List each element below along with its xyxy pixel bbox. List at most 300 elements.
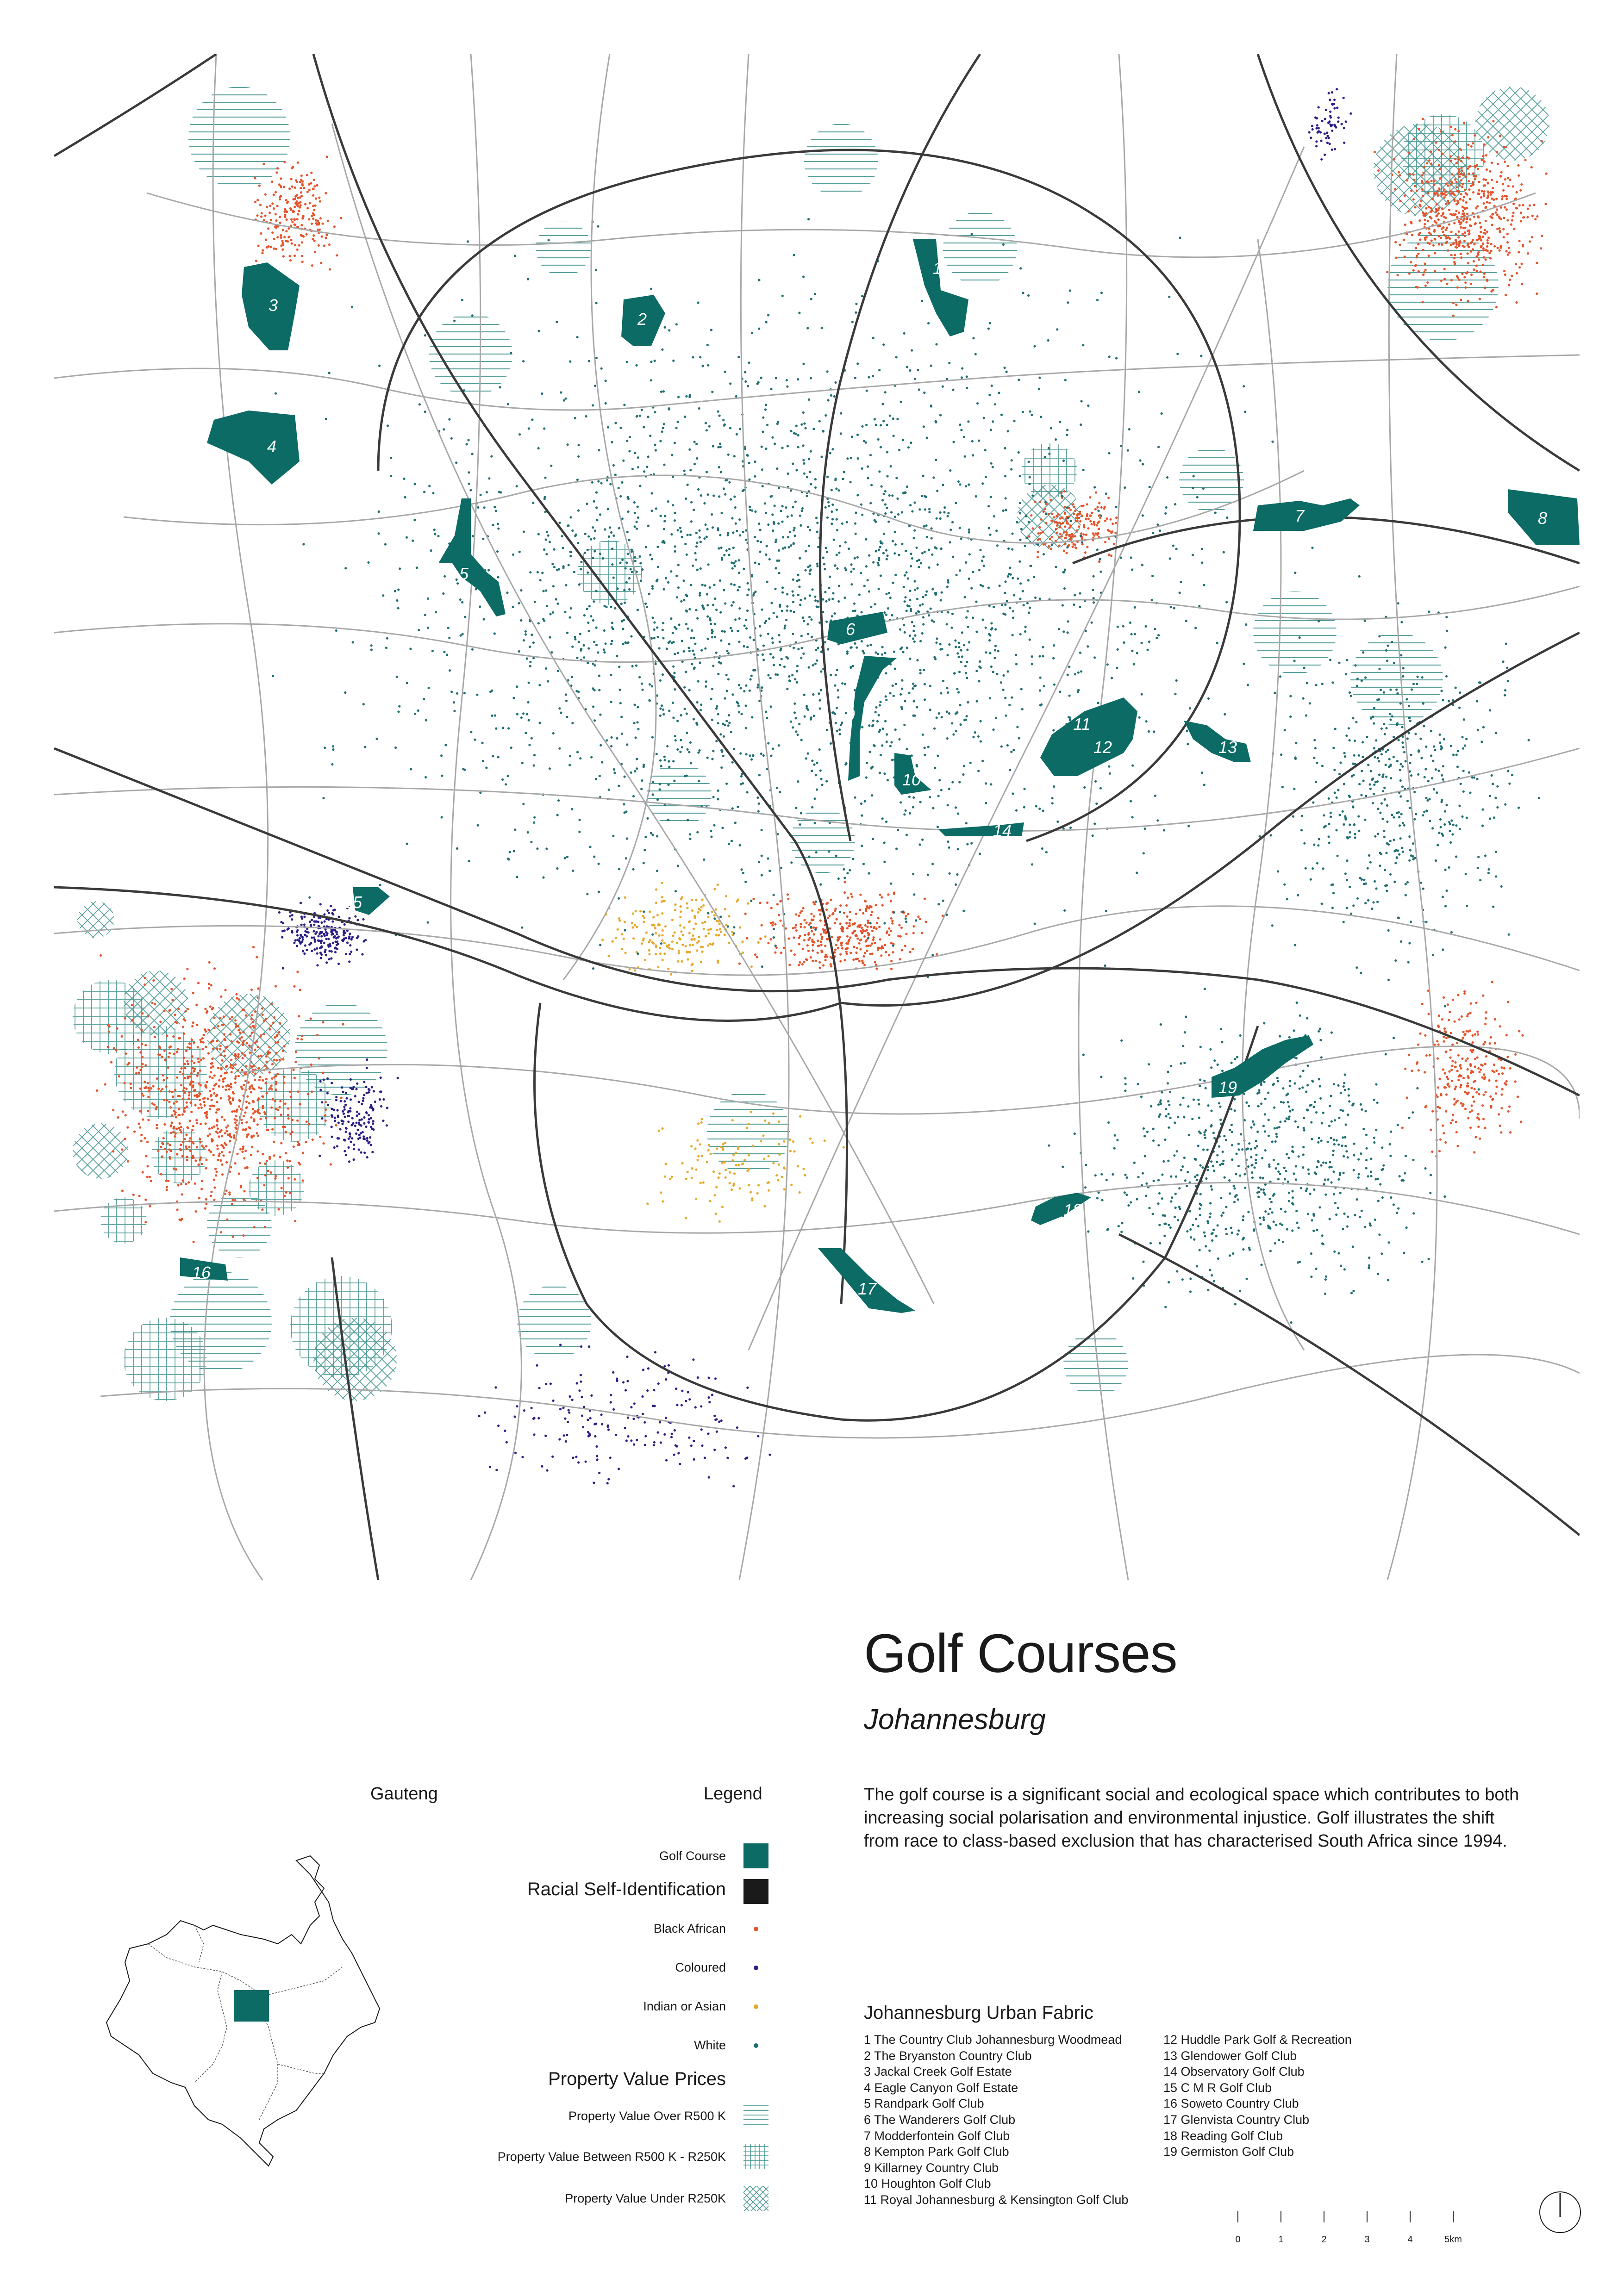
population-dot — [770, 388, 773, 390]
population-dot — [802, 948, 804, 950]
population-dot — [190, 1072, 193, 1074]
population-dot — [616, 1380, 618, 1382]
population-dot — [683, 579, 685, 582]
population-dot — [868, 934, 870, 936]
population-dot — [1096, 548, 1099, 551]
population-dot — [601, 761, 603, 763]
population-dot — [1005, 509, 1007, 511]
population-dot — [138, 1071, 140, 1074]
population-dot — [821, 938, 823, 940]
population-dot — [520, 589, 522, 591]
population-dot — [171, 1091, 174, 1093]
population-dot — [1040, 518, 1043, 521]
population-dot — [674, 1429, 676, 1431]
population-dot — [283, 161, 286, 163]
population-dot — [662, 637, 664, 639]
population-dot — [893, 911, 895, 914]
population-dot — [812, 428, 815, 430]
population-dot — [314, 251, 316, 253]
population-dot — [1053, 516, 1055, 518]
population-dot — [950, 627, 953, 629]
population-dot — [262, 1079, 264, 1082]
population-dot — [1418, 270, 1420, 273]
population-dot — [598, 675, 600, 677]
population-dot — [516, 713, 518, 715]
population-dot — [292, 198, 294, 200]
population-dot — [656, 870, 658, 872]
population-dot — [1500, 247, 1502, 249]
population-dot — [279, 1106, 281, 1108]
population-dot — [678, 950, 680, 952]
population-dot — [591, 481, 593, 484]
population-dot — [264, 1174, 267, 1176]
population-dot — [1470, 185, 1473, 187]
population-dot — [1473, 268, 1475, 271]
population-dot — [698, 940, 700, 942]
population-dot — [1473, 243, 1475, 245]
population-dot — [1080, 423, 1082, 426]
population-dot — [772, 1113, 775, 1115]
population-dot — [655, 902, 657, 904]
population-dot — [1436, 203, 1438, 205]
population-dot — [220, 1159, 222, 1162]
population-dot — [732, 1154, 735, 1156]
population-dot — [765, 321, 768, 324]
population-dot — [595, 269, 597, 271]
population-dot — [196, 1122, 198, 1124]
population-dot — [842, 927, 844, 929]
population-dot — [1399, 200, 1401, 202]
population-dot — [209, 1090, 211, 1092]
population-dot — [966, 677, 968, 679]
population-dot — [831, 510, 833, 513]
population-dot — [595, 506, 598, 509]
population-dot — [343, 931, 345, 933]
population-dot — [663, 942, 666, 944]
population-dot — [275, 1081, 277, 1083]
population-dot — [277, 1041, 279, 1043]
population-dot — [1490, 1106, 1492, 1108]
population-dot — [170, 1125, 172, 1127]
population-dot — [661, 896, 663, 898]
population-dot — [871, 930, 874, 932]
population-dot — [752, 898, 755, 900]
population-dot — [1437, 212, 1440, 215]
population-dot — [139, 1110, 141, 1113]
population-dot — [315, 931, 318, 933]
population-dot — [957, 480, 960, 483]
population-dot — [1530, 166, 1533, 168]
population-dot — [948, 643, 950, 646]
population-dot — [638, 676, 641, 678]
population-dot — [767, 942, 769, 944]
population-dot — [1495, 306, 1498, 308]
population-dot — [812, 693, 814, 696]
population-dot — [1485, 258, 1487, 261]
population-dot — [510, 747, 512, 749]
population-dot — [223, 1050, 225, 1052]
population-dot — [358, 1113, 360, 1115]
population-dot — [1438, 164, 1440, 166]
population-dot — [865, 940, 867, 943]
population-dot — [1438, 149, 1440, 151]
population-dot — [709, 1200, 711, 1202]
population-dot — [839, 953, 842, 956]
population-dot — [250, 1026, 252, 1028]
population-dot — [304, 930, 306, 933]
population-dot — [678, 952, 680, 954]
population-dot — [543, 590, 545, 592]
population-dot — [733, 748, 735, 750]
population-dot — [1341, 123, 1343, 125]
population-dot — [370, 1144, 372, 1146]
population-dot — [258, 1067, 260, 1070]
population-dot — [1106, 517, 1108, 520]
population-dot — [217, 1067, 219, 1069]
population-dot — [194, 1182, 196, 1185]
population-dot — [839, 960, 842, 963]
population-dot — [250, 1116, 252, 1119]
population-dot — [1110, 554, 1112, 557]
population-dot — [670, 1436, 673, 1438]
population-dot — [1085, 534, 1087, 536]
population-dot — [1507, 185, 1510, 187]
population-dot — [899, 401, 902, 403]
population-dot — [1430, 150, 1432, 153]
population-dot — [550, 465, 552, 467]
population-dot — [178, 1108, 180, 1110]
population-dot — [808, 458, 810, 460]
population-dot — [1098, 528, 1100, 530]
population-dot — [1468, 233, 1470, 236]
population-dot — [750, 678, 752, 680]
population-dot — [184, 1010, 187, 1013]
population-dot — [264, 1082, 267, 1084]
population-dot — [1060, 492, 1062, 494]
population-dot — [211, 1077, 213, 1079]
population-dot — [290, 239, 292, 241]
population-dot — [820, 670, 822, 672]
population-dot — [345, 1154, 347, 1156]
population-dot — [687, 647, 690, 649]
population-dot — [1430, 1129, 1432, 1131]
population-dot — [884, 652, 886, 654]
population-dot — [366, 1156, 369, 1158]
population-dot — [182, 1089, 185, 1092]
population-dot — [289, 259, 292, 261]
population-dot — [291, 914, 294, 916]
population-dot — [1473, 1101, 1475, 1103]
population-dot — [225, 1126, 227, 1129]
population-dot — [831, 489, 833, 491]
population-dot — [233, 1134, 235, 1137]
population-dot — [860, 572, 862, 574]
population-dot — [1486, 245, 1488, 248]
population-dot — [163, 1050, 166, 1052]
property-value-area — [1179, 448, 1244, 512]
population-dot — [1108, 537, 1110, 540]
population-dot — [276, 236, 279, 238]
population-dot — [500, 491, 502, 493]
population-dot — [951, 613, 954, 615]
population-dot — [1312, 128, 1314, 131]
population-dot — [1406, 1096, 1408, 1099]
population-dot — [695, 1198, 697, 1200]
population-dot — [1508, 284, 1510, 286]
population-dot — [1485, 206, 1487, 208]
population-dot — [1425, 1054, 1428, 1057]
population-dot — [1320, 140, 1323, 142]
population-dot — [878, 926, 881, 928]
population-dot — [313, 948, 316, 951]
population-dot — [788, 675, 790, 678]
population-dot — [658, 647, 661, 649]
population-dot — [799, 1115, 801, 1118]
population-dot — [674, 512, 676, 514]
population-dot — [699, 356, 701, 358]
population-dot — [522, 803, 525, 805]
population-dot — [264, 1065, 267, 1067]
population-dot — [1472, 181, 1474, 183]
population-dot — [146, 1176, 149, 1178]
population-dot — [1189, 707, 1191, 709]
population-dot — [701, 898, 703, 901]
population-dot — [322, 1021, 325, 1023]
population-dot — [1141, 693, 1143, 696]
population-dot — [802, 459, 805, 461]
population-dot — [1466, 271, 1468, 274]
population-dot — [340, 1097, 343, 1099]
population-dot — [966, 387, 968, 389]
population-dot — [227, 1133, 229, 1136]
population-dot — [1458, 1018, 1461, 1020]
population-dot — [1458, 168, 1460, 170]
population-dot — [1425, 212, 1427, 214]
population-dot — [725, 720, 728, 722]
population-dot — [906, 366, 908, 368]
population-dot — [708, 1376, 710, 1379]
population-dot — [612, 835, 614, 837]
population-dot — [1447, 236, 1449, 238]
population-dot — [144, 1064, 147, 1066]
population-dot — [1020, 528, 1023, 530]
population-dot — [679, 751, 681, 753]
population-dot — [909, 599, 911, 601]
population-dot — [815, 901, 817, 903]
population-dot — [1453, 261, 1455, 263]
population-dot — [1472, 191, 1474, 193]
population-dot — [712, 604, 714, 606]
population-dot — [798, 943, 800, 946]
population-dot — [869, 922, 872, 924]
population-dot — [248, 1102, 250, 1104]
population-dot — [139, 1051, 142, 1053]
population-dot — [881, 542, 883, 545]
population-dot — [275, 248, 277, 250]
population-dot — [1438, 187, 1440, 190]
population-dot — [397, 710, 400, 713]
population-dot — [845, 904, 848, 907]
population-dot — [351, 936, 354, 938]
population-dot — [766, 581, 768, 583]
population-dot — [1482, 178, 1485, 180]
population-dot — [1098, 502, 1100, 504]
population-dot — [280, 234, 282, 236]
population-dot — [344, 1116, 346, 1118]
population-dot — [256, 214, 258, 217]
population-dot — [369, 1136, 371, 1139]
population-dot — [1457, 1054, 1460, 1057]
population-dot — [1479, 222, 1481, 224]
population-dot — [270, 1003, 273, 1005]
population-dot — [592, 526, 594, 529]
population-dot — [319, 903, 322, 905]
population-dot — [597, 480, 600, 482]
population-dot — [787, 937, 790, 940]
population-dot — [962, 773, 964, 776]
population-dot — [1067, 301, 1069, 304]
population-dot — [280, 1114, 282, 1116]
population-dot — [869, 644, 872, 646]
population-dot — [319, 1089, 322, 1091]
population-dot — [750, 1191, 752, 1193]
population-dot — [815, 774, 817, 776]
population-dot — [862, 650, 864, 652]
population-dot — [759, 551, 761, 553]
population-dot — [239, 1032, 241, 1034]
population-dot — [199, 1099, 201, 1101]
population-dot — [171, 999, 174, 1001]
population-dot — [866, 950, 868, 952]
population-dot — [1224, 713, 1226, 716]
population-dot — [172, 1095, 174, 1098]
population-dot — [1099, 787, 1102, 790]
population-dot — [256, 1132, 258, 1134]
population-dot — [1031, 527, 1034, 529]
population-dot — [1444, 1141, 1447, 1144]
population-dot — [807, 950, 810, 952]
population-dot — [1179, 591, 1181, 594]
population-dot — [1079, 520, 1081, 523]
population-dot — [1506, 241, 1509, 243]
population-dot — [331, 1136, 333, 1138]
population-dot — [1042, 655, 1044, 657]
population-dot — [204, 1028, 206, 1031]
population-dot — [270, 1025, 272, 1027]
population-dot — [1086, 503, 1088, 505]
population-dot — [290, 1095, 292, 1098]
population-dot — [732, 547, 735, 549]
population-dot — [849, 952, 852, 954]
population-dot — [409, 647, 412, 650]
population-dot — [674, 903, 676, 906]
population-dot — [1337, 117, 1340, 119]
population-dot — [1037, 556, 1039, 558]
population-dot — [660, 765, 662, 767]
population-dot — [763, 1205, 766, 1207]
population-dot — [853, 603, 856, 605]
population-dot — [811, 930, 813, 933]
population-dot — [1465, 1059, 1467, 1062]
population-dot — [700, 709, 702, 711]
population-dot — [748, 1123, 750, 1125]
population-dot — [251, 1087, 254, 1089]
population-dot — [278, 911, 281, 914]
population-dot — [1404, 1068, 1406, 1070]
population-dot — [636, 415, 638, 417]
population-dot — [173, 1110, 175, 1112]
population-dot — [967, 420, 969, 423]
population-dot — [344, 567, 347, 569]
population-dot — [342, 1023, 344, 1026]
population-dot — [156, 1106, 158, 1108]
population-dot — [191, 1129, 194, 1131]
population-dot — [664, 925, 667, 927]
population-dot — [142, 1118, 144, 1120]
population-dot — [903, 724, 906, 726]
population-dot — [125, 1114, 127, 1116]
population-dot — [854, 377, 856, 379]
population-dot — [715, 652, 718, 654]
population-dot — [931, 863, 934, 865]
population-dot — [1098, 560, 1100, 563]
population-dot — [307, 1093, 309, 1095]
population-dot — [243, 1115, 245, 1117]
population-dot — [244, 1054, 246, 1057]
population-dot — [320, 921, 323, 924]
population-dot — [876, 922, 878, 924]
population-dot — [199, 1070, 201, 1072]
population-dot — [300, 1038, 303, 1040]
population-dot — [881, 945, 883, 947]
population-dot — [717, 959, 719, 962]
population-dot — [988, 639, 991, 641]
population-dot — [1059, 526, 1061, 528]
population-dot — [837, 936, 839, 939]
population-dot — [141, 1092, 143, 1095]
population-dot — [1324, 132, 1326, 135]
population-dot — [345, 1092, 347, 1094]
population-dot — [1506, 233, 1509, 235]
population-dot — [1324, 154, 1326, 156]
population-dot — [685, 1178, 687, 1180]
population-dot — [741, 940, 743, 943]
population-dot — [1517, 164, 1519, 167]
population-dot — [1472, 1041, 1474, 1044]
population-dot — [653, 637, 656, 639]
population-dot — [1333, 99, 1336, 101]
population-dot — [1107, 497, 1110, 499]
population-dot — [681, 640, 683, 642]
population-dot — [615, 1434, 617, 1436]
population-dot — [262, 1153, 264, 1155]
population-dot — [800, 739, 803, 741]
population-dot — [836, 554, 838, 556]
population-dot — [953, 672, 956, 675]
population-dot — [1439, 1139, 1442, 1141]
population-dot — [282, 1058, 284, 1060]
population-dot — [312, 188, 315, 190]
population-dot — [693, 915, 696, 917]
population-dot — [280, 236, 282, 239]
population-dot — [280, 185, 282, 187]
population-dot — [225, 1144, 227, 1146]
population-dot — [715, 1213, 717, 1215]
population-dot — [1395, 257, 1398, 259]
population-dot — [1509, 1067, 1512, 1070]
population-dot — [612, 940, 614, 943]
population-dot — [347, 1111, 350, 1114]
